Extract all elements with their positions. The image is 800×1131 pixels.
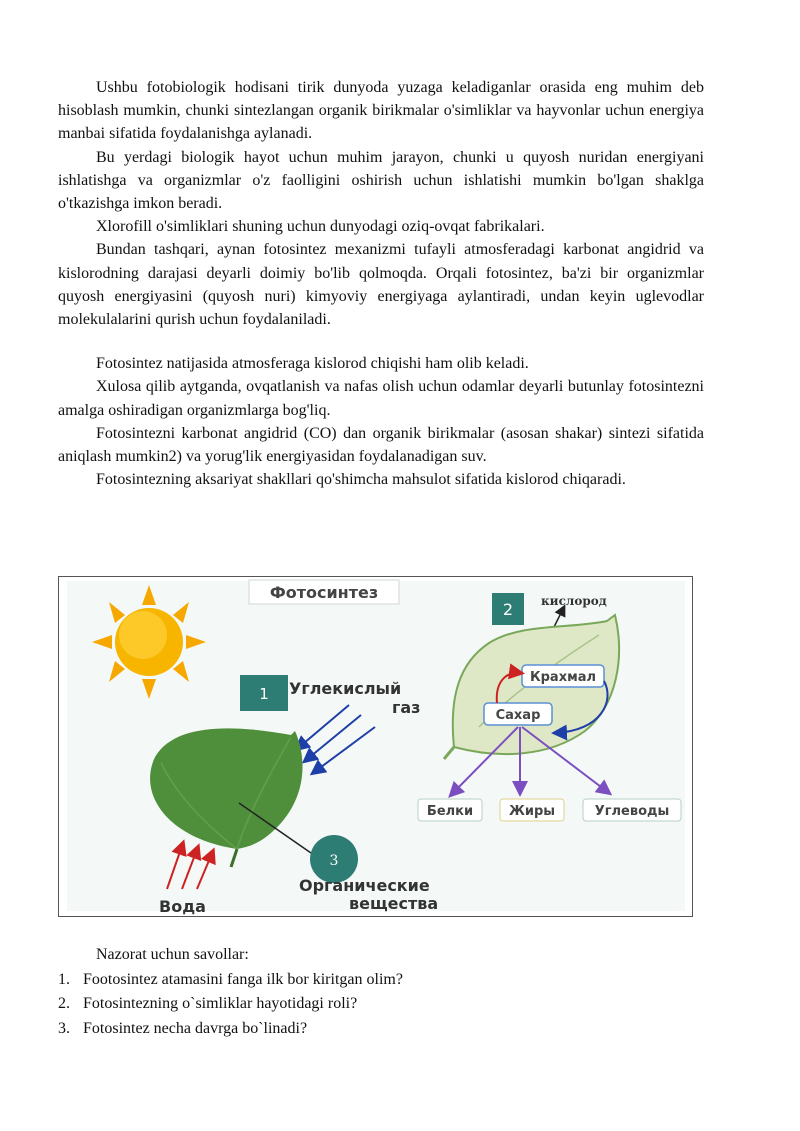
- paragraph: Fotosintez natijasida atmosferaga kislorod chiqishi ham olib keladi.: [96, 355, 529, 373]
- sugar-label: Сахар: [495, 708, 541, 723]
- paragraph: Xulosa qilib aytganda, ovqatlanish va nafas olish uchun odamlar deyarli butunlay fotosintezni amalga oshiradigan organizmlarga bog'liq.: [58, 378, 704, 419]
- question-item: [58, 992, 403, 1017]
- paragraph: Ushbu fotobiologik hodisani tirik dunyoda yuzaga keladiganlar orasida eng muhim deb hisoblash mumkin, chunki sintezlangan organik birikmalar o'simliklar va hayvonlar uchun energiya manbai sifatida foydalanishga aylanadi.: [58, 79, 704, 143]
- starch-label: Крахмал: [529, 670, 597, 685]
- proteins-label: Белки: [426, 804, 474, 819]
- step-badge-3-label: 3: [329, 853, 339, 869]
- paragraph: Fotosintezni karbonat angidrid (CO) dan organik birikmalar (asosan shakar) sintezi sifatida aniqlash mumkin2) va yorug'lik energiyasidan foydalanadigan suv.: [58, 424, 704, 466]
- question-number: 3.: [58, 1019, 70, 1037]
- question-number: 2.: [58, 995, 70, 1012]
- paragraph: Xlorofill o'simliklari shuning uchun dunyodagi oziq-ovqat fabrikalari.: [96, 218, 545, 236]
- water-label: Вода: [159, 897, 206, 916]
- photosynthesis-figure: [58, 576, 693, 917]
- question-number: 1.: [58, 970, 70, 988]
- question-text: Fotosintez necha davrga bo`linadi?: [83, 1019, 308, 1037]
- co2-label-line2: газ: [392, 698, 421, 717]
- diagram-title: Фотосинтез: [269, 583, 379, 602]
- body-text: [58, 76, 704, 491]
- sun-icon: [92, 585, 206, 699]
- fats-label: Жиры: [508, 804, 556, 819]
- organic-label-line2: вещества: [349, 894, 439, 913]
- paragraph: Fotosintezning aksariyat shakllari qo'shimcha mahsulot sifatida kislorod chiqaradi.: [96, 471, 626, 489]
- carbs-label: Углеводы: [594, 804, 670, 819]
- step-badge-2-label: 2: [502, 600, 514, 619]
- question-text: Fotosintezning o`simliklar hayotidagi roli?: [83, 995, 358, 1012]
- co2-label: Углекислый: [289, 679, 402, 698]
- question-item: [58, 1017, 403, 1042]
- questions-heading: Nazorat uchun savollar:: [96, 946, 249, 963]
- paragraph: Bundan tashqari, aynan fotosintez mexanizmi tufayli atmosferadagi karbonat angidrid va kislorodning darajasi deyarli doimiy bo'lib qolmoqda. Orqali fotosintez, ba'zi bir organizmlar quyosh energiyasini (quyosh nuri) kimyoviy energiyaga aylantiradi, undan keyin uglevodlar molekulalarini qurish uchun foydalaniladi.: [58, 241, 704, 329]
- organic-label: Органические: [299, 876, 430, 895]
- paragraph: Bu yerdagi biologik hayot uchun muhim jarayon, chunki u quyosh nuridan energiyani ishlatishga va organizmlar o'z faolligini oshirish uchun ishlatishi mumkin bo'lgan shaklga o'tkazishga imkon beradi.: [58, 148, 704, 213]
- question-item: [58, 968, 403, 993]
- step-badge-1-label: 1: [259, 685, 269, 703]
- question-text: Footosintez atamasini fanga ilk bor kiritgan olim?: [83, 970, 403, 988]
- control-questions: [58, 943, 403, 1041]
- photosynthesis-diagram: [59, 577, 692, 916]
- oxygen-label: кислород: [541, 594, 607, 608]
- questions-list: [58, 968, 403, 1042]
